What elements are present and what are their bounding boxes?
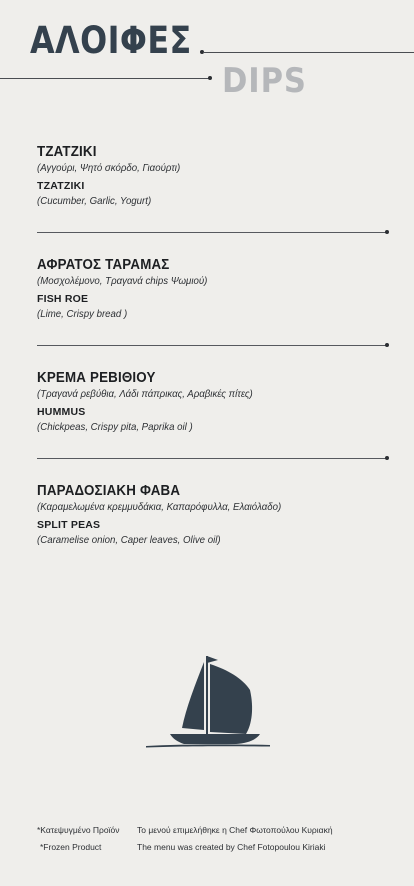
item-description-english: (Cucumber, Garlic, Yogurt) [37,195,152,207]
header-line-top [203,52,414,53]
section-title-english: DIPS [222,61,307,101]
item-name-greek: ΤΖΑΤΖΙΚΙ [37,144,97,160]
sailboat-icon [140,650,275,750]
item-name-english: TZATZIKI [37,180,85,192]
menu-item [37,143,387,209]
item-name-english: HUMMUS [37,406,86,418]
frozen-note [37,822,120,856]
item-name-greek: ΠΑΡΑΔΟΣΙΑΚΗ ΦΑΒΑ [37,483,181,499]
divider-dot [208,76,212,80]
item-description-greek: (Μοσχολέμονο, Τραγανά chips Ψωμιού) [37,275,208,287]
item-description-greek: (Καραμελωμένα κρεμμυδάκια, Καπαρόφυλλα, Ελαιόλαδο) [37,501,282,513]
item-name-english: FISH ROE [37,293,89,305]
item-description-greek: (Τραγανά ρεβύθια, Λάδι πάπρικας, Αραβικές πίτες) [37,388,253,400]
item-divider [37,232,387,233]
divider-dot [385,230,389,234]
header-line-bottom [0,78,210,79]
menu-item [37,369,387,435]
divider-dot [385,456,389,460]
frozen-note-english: *Frozen Product [40,842,102,852]
chef-credit-greek: Το μενού επιμελήθηκε η Chef Φωτοπούλου Κυριακή [137,825,333,835]
chef-credit [137,822,333,856]
chef-credit-english: The menu was created by Chef Fotopoulou Kiriaki [137,842,326,852]
section-title-greek: ΑΛΟΙΦΕΣ [30,19,192,62]
item-name-greek: ΚΡΕΜΑ ΡΕΒΙΘΙΟΥ [37,370,156,386]
item-name-english: SPLIT PEAS [37,519,101,531]
item-name-greek: ΑΦΡΑΤΟΣ ΤΑΡΑΜΑΣ [37,257,170,273]
item-description-greek: (Αγγούρι, Ψητό σκόρδο, Γιαούρτι) [37,162,181,174]
divider-dot [385,343,389,347]
item-divider [37,458,387,459]
menu-item [37,256,387,322]
item-description-english: (Caramelise onion, Caper leaves, Olive oil) [37,534,221,546]
item-description-english: (Lime, Crispy bread ) [37,308,128,320]
menu-item [37,482,387,548]
item-description-english: (Chickpeas, Crispy pita, Paprika oil ) [37,421,193,433]
item-divider [37,345,387,346]
frozen-note-greek: *Κατεψυγμένο Προϊόν [37,825,120,835]
